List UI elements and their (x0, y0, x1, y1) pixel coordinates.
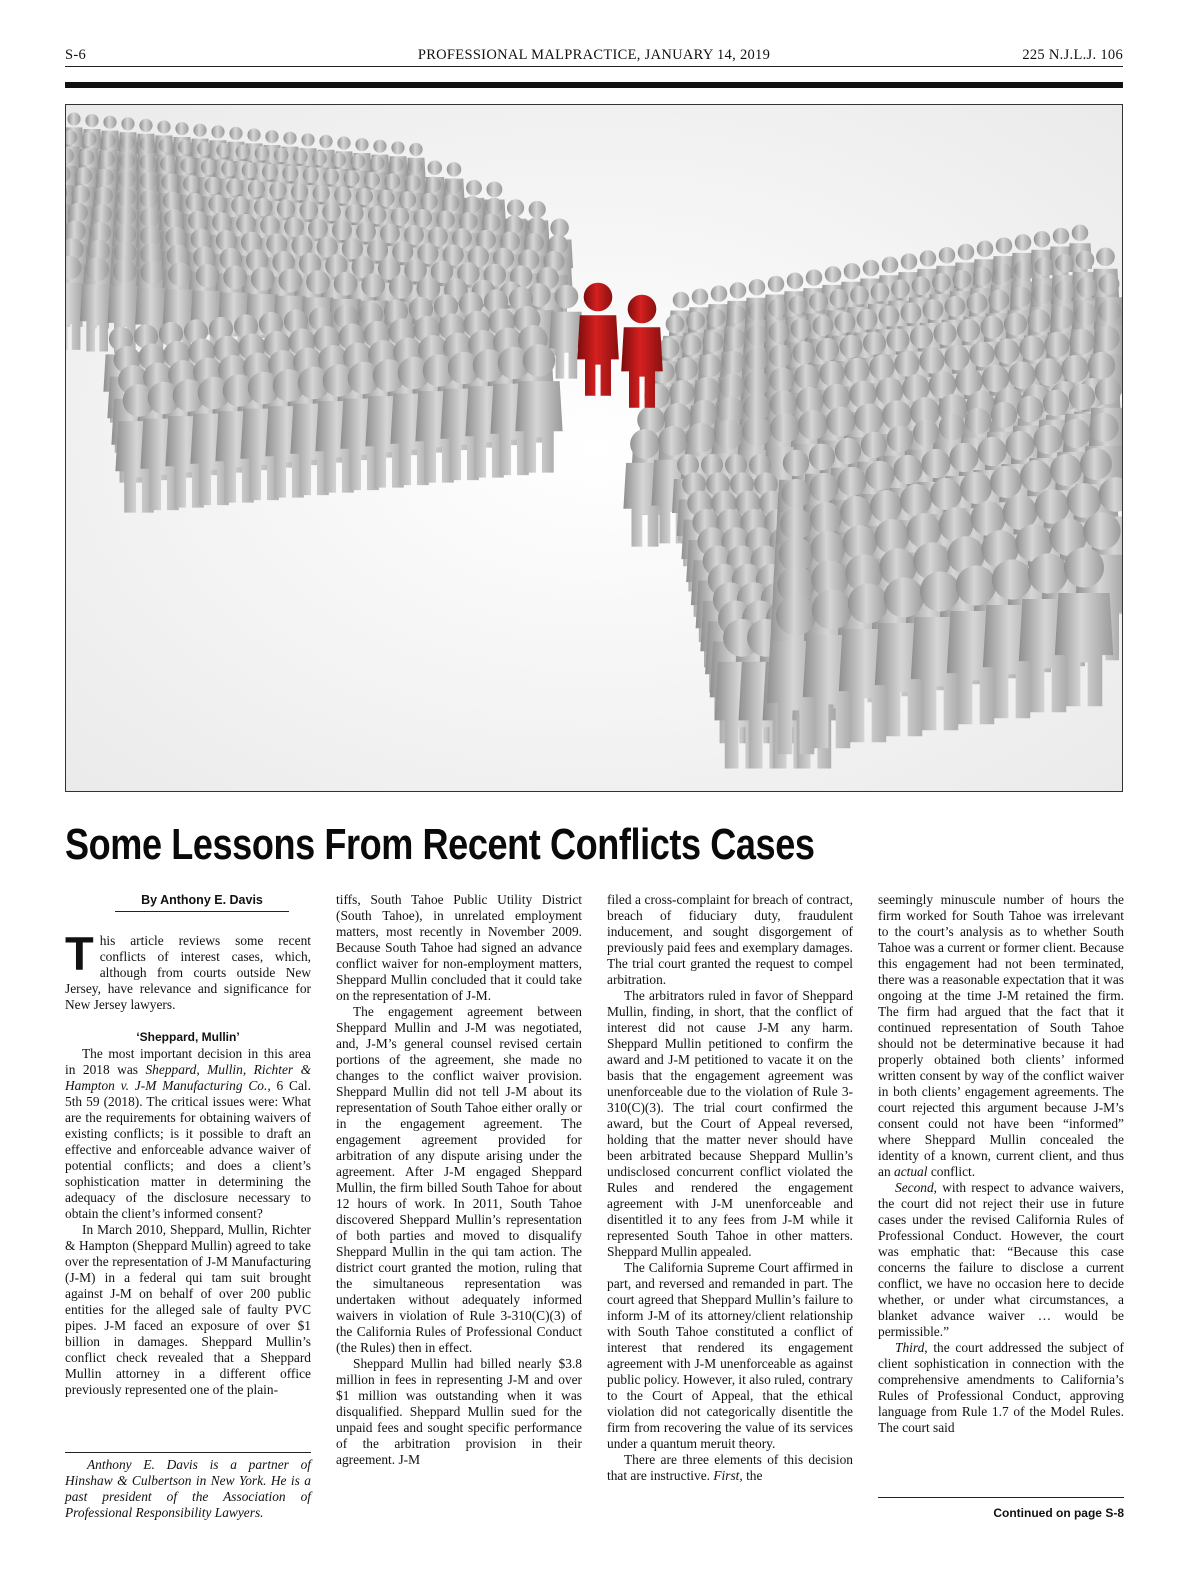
paragraph: The engagement agreement between Sheppard Mullin and J-M was negotiated, and, J-M’s general counsel revised certain portions of the agreement, she made no changes to the conflict waiver provision. Sheppard Mullin did not tell J-M about its representation of South Tahoe either orally or in the engagement agreement. The engagement agreement provided for arbitration of any dispute arising under the agreement. After J-M engaged Sheppard Mullin, the firm billed South Tahoe for about 12 hours of work. In 2011, South Tahoe discovered Sheppard Mullin’s representation of both parties and moved to disqualify Sheppard Mullin in the qui tam action. The district court granted the motion, ruling that the simultaneous representation was undertaken without adequately informed waivers in violation of Rule 3-310(C)(3) of the California Rules of Professional Conduct (the Rules) then in effect. (336, 1004, 582, 1355)
section-subhead: ‘Sheppard, Mullin’ (136, 1030, 240, 1044)
article-headline: Some Lessons From Recent Conflicts Cases (65, 820, 815, 869)
continued-notice[interactable]: Continued on page S-8 (878, 1497, 1124, 1520)
paragraph: There are three elements of this decision that are instructive. First, the (607, 1452, 853, 1483)
author-bio: Anthony E. Davis is a partner of Hinshaw & Culbertson in New York. He is a past president of the Association of Professional Responsibility Lawyers. (65, 1452, 311, 1521)
page-number: S-6 (65, 47, 87, 63)
paragraph: filed a cross-complaint for breach of contract, breach of fiduciary duty, fraudulent inducement, and sought disgorgement of previously paid fees and exemplary damages. The trial court granted the request to compel arbitration. (607, 892, 853, 987)
citation: 225 N.J.L.J. 106 (1022, 47, 1123, 63)
header-rule (65, 82, 1123, 88)
byline: By Anthony E. Davis (115, 892, 289, 912)
column-1 (65, 892, 311, 1398)
paragraph: Sheppard Mullin had billed nearly $3.8 million in fees in representing J-M and over $1 million was outstanding when it was disqualified. Sheppard Mullin sued for the unpaid fees and sought specific performance of the arbitration provision in their agreement. J-M (336, 1356, 582, 1467)
column-4 (878, 892, 1124, 1436)
column-3 (607, 892, 853, 1484)
paragraph: The California Supreme Court affirmed in part, and reversed and remanded in part. The court agreed that Sheppard Mullin’s failure to inform J-M of its attorney/client relationship with South Tahoe constituted a conflict of interest that rendered its engagement agreement with J-M unenforceable as against public policy. However, it also ruled, contrary to the Court of Appeal, that the ethical violation did not categorically disentitle the firm from recovering the value of its services under a quantum meruit theory. (607, 1260, 853, 1451)
column-2 (336, 892, 582, 1468)
paragraph: seemingly minuscule number of hours the firm worked for South Tahoe was irrelevant to the court’s analysis as to whether South Tahoe was a current or former client. Because this engagement had not been terminated, there was a reasonable expectation that it was ongoing at the time J-M retained the firm. The firm had argued that the fact that it continued representation of South Tahoe should not be determinative because it had properly obtained both clients’ informed written consent by way of the conflict waiver in both clients’ engagement agreements. The court rejected this argument because J-M’s consent could not have been “informed” where Sheppard Mullin concealed the identity of a known, current client, and thus an actual conflict. (878, 892, 1124, 1179)
paragraph: tiffs, South Tahoe Public Utility District (South Tahoe), in unrelated employment matters, most recently in November 2009. Because South Tahoe had signed an advance conflict waiver for non-employment matters, Sheppard Mullin concluded that it could take on the representation of J-M. (336, 892, 582, 1003)
paragraph: Second, with respect to advance waivers, the court did not reject their use in future cases under the revised California Rules of Professional Conduct. However, the court was emphatic that: “Because this case concerns the failure to disclose a current conflict, we have no occasion here to decide whether, or under what circumstances, a blanket advance waiver … would be permissible.” (878, 1180, 1124, 1339)
crowd-figures-illustration (65, 104, 1123, 792)
running-header (65, 44, 1123, 67)
paragraph: The arbitrators ruled in favor of Sheppard Mullin, finding, in short, that the conflict of interest did not cause J-M any harm. Sheppard Mullin petitioned to confirm the award and J-M petitioned to vacate it on the basis that the engagement agreement was unenforceable due to the violation of Rule 3-310(C)(3). The trial court confirmed the award, but the Court of Appeal reversed, holding that the matter never should have been arbitrated because Sheppard Mullin’s undisclosed concurrent conflict violated the Rules and rendered the engagement agreement with J-M unenforceable and disentitled it to any fees from J-M while it represented South Tahoe in other matters. Sheppard Mullin appealed. (607, 988, 853, 1259)
publication-line: PROFESSIONAL MALPRACTICE, JANUARY 14, 2019 (417, 47, 771, 63)
paragraph: In March 2010, Sheppard, Mullin, Richter & Hampton (Sheppard Mullin) agreed to take over the representation of J-M Manufacturing (J-M) in a federal qui tam suit brought against J-M on behalf of over 200 public entities for the alleged sale of faulty PVC pipes. J-M faced an exposure of over $1 billion in damages. Sheppard Mullin’s conflict check revealed that a Sheppard Mullin attorney in a different office previously represented one of the plain- (65, 1222, 311, 1397)
drop-cap: T (65, 927, 94, 980)
lede-paragraph: This article reviews some recent conflicts of interest cases, which, although from courts outside New Jersey, have relevance and significance for New Jersey lawyers. (65, 927, 311, 1012)
paragraph: Third, the court addressed the subject of client sophistication in connection with the comprehensive amendments to California’s Rules of Professional Conduct, approving language from Rule 1.7 of the Model Rules. The court said (878, 1340, 1124, 1435)
paragraph: The most important decision in this area in 2018 was Sheppard, Mullin, Richter & Hampton v. J-M Manufacturing Co., 6 Cal. 5th 59 (2018). The critical issues were: What are the requirements for obtaining waivers of existing conflicts; is it possible to draft an effective and enforceable advance waiver of potential conflicts; and does a client’s sophistication matter in determining the adequacy of the disclosure necessary to obtain the client’s informed consent? (65, 1046, 311, 1221)
